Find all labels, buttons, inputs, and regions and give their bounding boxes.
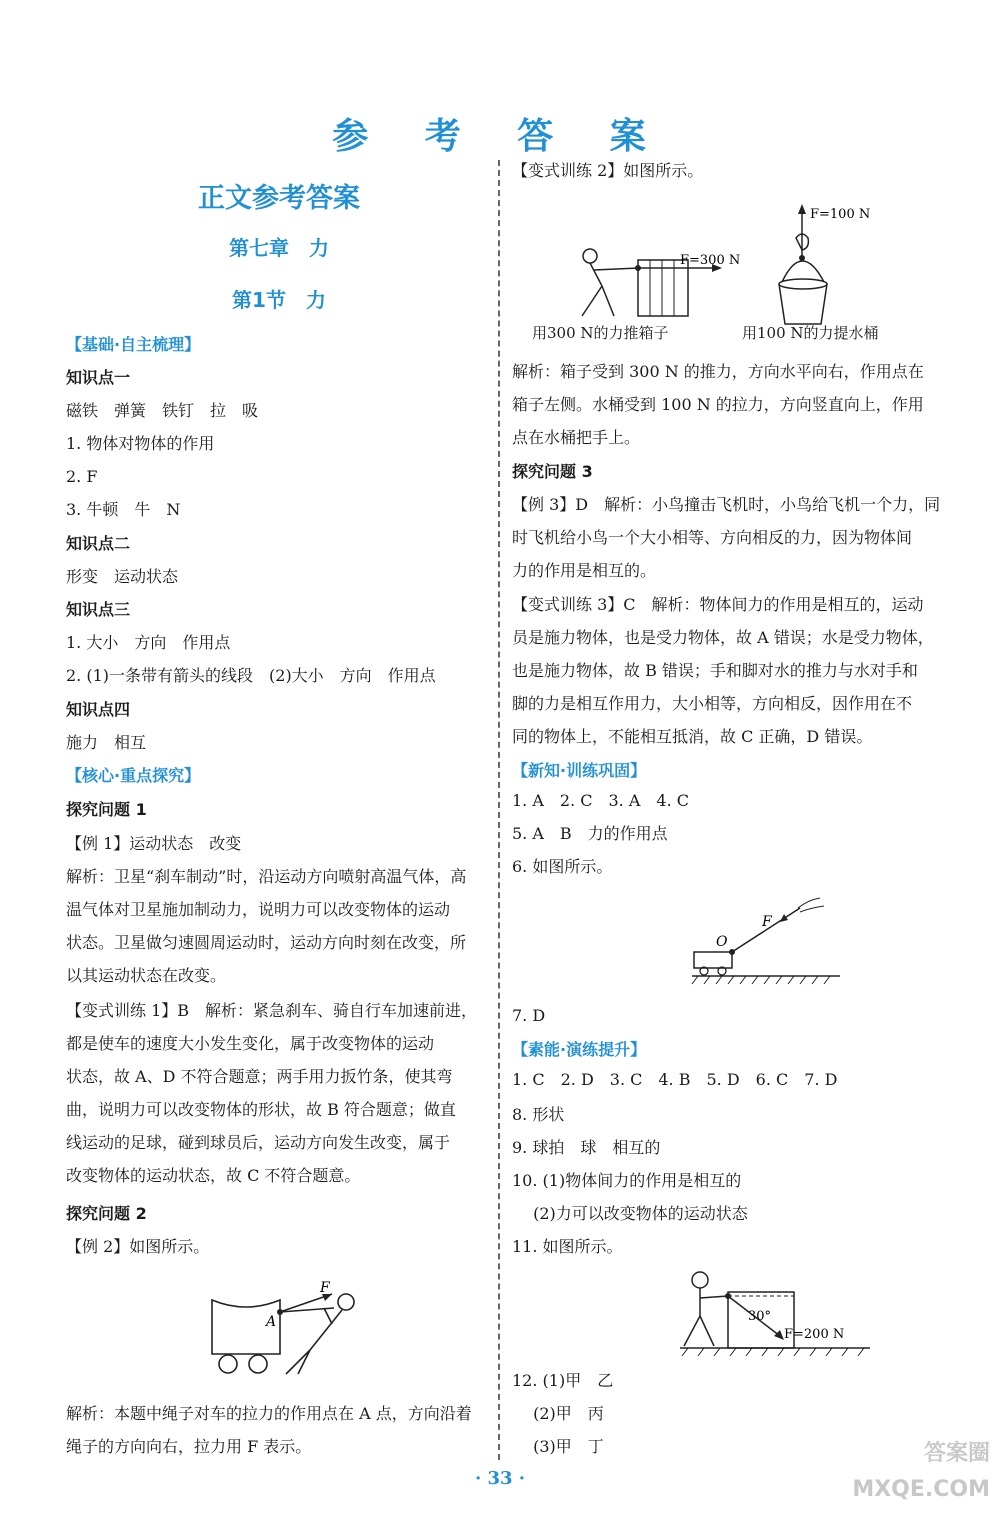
- push-box-figure: [562, 246, 752, 321]
- left-text-line: 探究问题 2: [66, 1204, 147, 1223]
- bucket-caption: 用100 N的力提水桶: [742, 324, 879, 342]
- right-text-line: 脚的力是相互作用力，大小相等，方向相反，因作用在不: [512, 694, 913, 713]
- left-text-line: 知识点一: [66, 368, 131, 387]
- left-text-line: 解析：本题中绳子对车的拉力的作用点在 A 点，方向沿着: [66, 1404, 472, 1423]
- right-text-line: 【素能·演练提升】: [512, 1040, 647, 1059]
- left-text-line: 温气体对卫星施加制动力，说明力可以改变物体的运动: [66, 900, 451, 919]
- watermark: 答案圈 MXQE.COM: [852, 1441, 990, 1502]
- left-text-line: 线运动的足球，碰到球员后，运动方向发生改变，属于: [66, 1133, 451, 1152]
- body-answers-heading: 正文参考答案: [198, 183, 360, 214]
- page-number: · 33 ·: [474, 1468, 526, 1489]
- right-text-line: 力的作用是相互的。: [512, 561, 657, 580]
- right-text-line: 【变式训练 3】C 解析：物体间力的作用是相互的，运动: [512, 595, 924, 614]
- left-text-line: 2. (1)一条带有箭头的线段 (2)大小 方向 作用点: [66, 666, 436, 685]
- column-divider: [498, 160, 500, 1460]
- right-text-line: 12. (1)甲 乙: [512, 1371, 614, 1390]
- right-text-line: (3)甲 丁: [512, 1437, 604, 1456]
- cart-rope-figure: [688, 890, 848, 990]
- point-a-label: A: [266, 1314, 277, 1330]
- right-text-line: 探究问题 3: [512, 462, 593, 481]
- left-text-line: 都是使车的速度大小发生变化，属于改变物体的运动: [66, 1034, 435, 1053]
- left-text-line: 【变式训练 1】B 解析：紧急刹车、骑自行车加速前进，: [66, 1001, 478, 1020]
- left-text-line: 知识点二: [66, 534, 131, 553]
- push-box-caption: 用300 N的力推箱子: [532, 324, 669, 342]
- left-text-line: 改变物体的运动状态，故 C 不符合题意。: [66, 1166, 361, 1185]
- force-f-label: F: [320, 1280, 330, 1296]
- left-text-line: 以其运动状态在改变。: [66, 966, 227, 985]
- right-text-line: 11. 如图所示。: [512, 1237, 623, 1256]
- cart-force-label: F: [762, 914, 772, 930]
- sled-pull-figure: [674, 1270, 874, 1360]
- right-text-line: 点在水桶把手上。: [512, 428, 641, 447]
- sled-force-label: F=200 N: [784, 1327, 845, 1342]
- section-title: 第1节 力: [232, 288, 326, 312]
- left-text-line: 磁铁 弹簧 铁钉 拉 吸: [66, 401, 259, 420]
- left-text-line: 【核心·重点探究】: [66, 766, 201, 785]
- right-text-line: 【新知·训练巩固】: [512, 761, 647, 780]
- left-text-line: 探究问题 1: [66, 800, 147, 819]
- right-text-line: 【变式训练 2】如图所示。: [512, 161, 704, 180]
- cart-pull-figure: [206, 1278, 386, 1378]
- right-text-line: 5. A B 力的作用点: [512, 824, 668, 843]
- left-text-line: 知识点四: [66, 700, 131, 719]
- right-text-line: 也是施力物体，故 B 错误；手和脚对水的推力与水对手和: [512, 661, 918, 680]
- right-text-line: (2)甲 丙: [512, 1404, 604, 1423]
- left-text-line: 知识点三: [66, 600, 131, 619]
- right-text-line: 9. 球拍 球 相互的: [512, 1138, 661, 1157]
- left-text-line: 1. 大小 方向 作用点: [66, 633, 231, 652]
- left-text-line: 2. F: [66, 467, 98, 486]
- left-text-line: 状态。卫星做匀速圆周运动时，运动方向时刻在改变，所: [66, 933, 467, 952]
- lift-force-label: F=100 N: [810, 207, 871, 222]
- left-text-line: 曲，说明力可以改变物体的形状，故 B 符合题意；做直: [66, 1100, 456, 1119]
- right-text-line: 10. (1)物体间力的作用是相互的: [512, 1171, 742, 1190]
- right-text-line: (2)力可以改变物体的运动状态: [512, 1204, 748, 1223]
- right-text-line: 员是施力物体，也是受力物体，故 A 错误；水是受力物体，: [512, 628, 934, 647]
- right-text-line: 6. 如图所示。: [512, 857, 613, 876]
- angle-label: 30°: [748, 1309, 772, 1324]
- right-text-line: 箱子左侧。水桶受到 100 N 的拉力，方向竖直向上，作用: [512, 395, 924, 414]
- left-text-line: 施力 相互: [66, 733, 147, 752]
- right-text-line: 1. C 2. D 3. C 4. B 5. D 6. C 7. D: [512, 1070, 838, 1089]
- left-text-line: 解析：卫星“刹车制动”时，沿运动方向喷射高温气体，高: [66, 867, 467, 886]
- chapter-title: 第七章 力: [229, 236, 329, 260]
- right-text-line: 解析：箱子受到 300 N 的推力，方向水平向右，作用点在: [512, 362, 924, 381]
- left-text-line: 1. 物体对物体的作用: [66, 434, 215, 453]
- left-text-line: 形变 运动状态: [66, 567, 179, 586]
- left-text-line: 【例 1】运动状态 改变: [66, 834, 242, 853]
- right-text-line: 时飞机给小鸟一个大小相等、方向相反的力，因为物体间: [512, 528, 913, 547]
- right-text-line: 1. A 2. C 3. A 4. C: [512, 791, 690, 810]
- right-text-line: 7. D: [512, 1006, 546, 1025]
- right-text-line: 8. 形状: [512, 1105, 565, 1124]
- main-title: 参 考 答 案: [332, 116, 668, 157]
- left-text-line: 状态，故 A、D 不符合题意；两手用力扳竹条，使其弯: [66, 1067, 453, 1086]
- right-text-line: 【例 3】D 解析：小鸟撞击飞机时，小鸟给飞机一个力，同: [512, 495, 941, 514]
- left-text-line: 绳子的方向向右，拉力用 F 表示。: [66, 1437, 312, 1456]
- left-text-line: 3. 牛顿 牛 N: [66, 500, 181, 519]
- left-text-line: 【例 2】如图所示。: [66, 1237, 210, 1256]
- bucket-figure: [776, 200, 886, 325]
- point-o-label: O: [716, 934, 728, 950]
- left-text-line: 【基础·自主梳理】: [66, 335, 201, 354]
- push-force-label: F=300 N: [680, 253, 741, 268]
- right-text-line: 同的物体上，不能相互抵消，故 C 正确，D 错误。: [512, 727, 873, 746]
